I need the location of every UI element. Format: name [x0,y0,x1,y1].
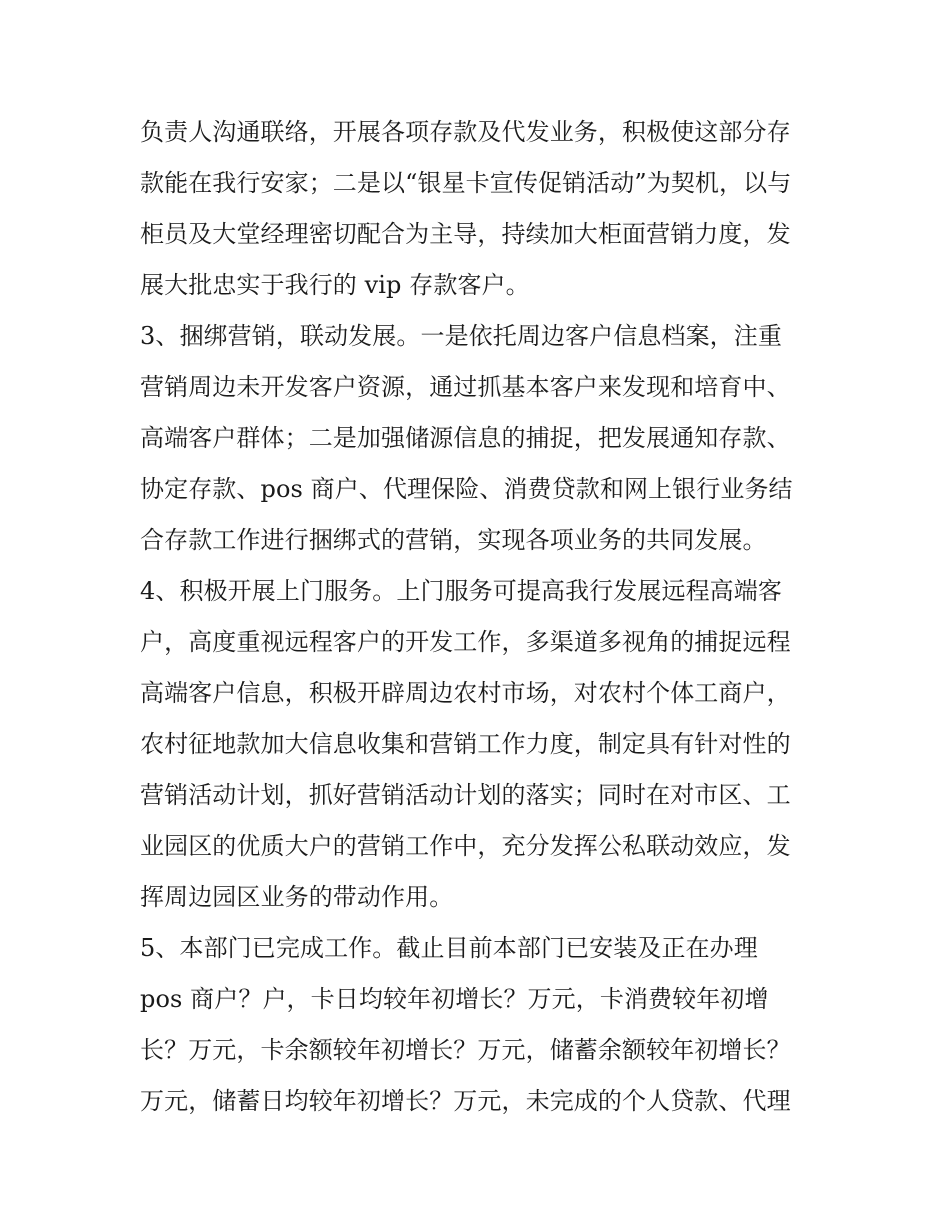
text-line: 柜员及大堂经理密切配合为主导，持续加大柜面营销力度，发 [140,220,791,248]
text-line: 长？万元，卡余额较年初增长？万元，储蓄余额较年初增长？ [140,1036,791,1064]
text-line: 展大批忠实于我行的 vip 存款客户。 [140,271,530,299]
text-line: 农村征地款加大信息收集和营销工作力度，制定具有针对性的 [140,730,791,758]
text-line: 万元，储蓄日均较年初增长？万元，未完成的个人贷款、代理 [140,1087,791,1115]
document-body [140,107,820,1127]
text-line: 款能在我行安家；二是以“银星卡宣传促销活动”为契机，以与 [140,169,792,197]
text-line: 营销活动计划，抓好营销活动计划的落实；同时在对市区、工 [140,781,791,809]
text-line: 高端客户群体；二是加强储源信息的捕捉，把发展通知存款、 [140,424,791,452]
text-line: 3、捆绑营销，联动发展。一是依托周边客户信息档案，注重 [140,322,782,350]
text-line: 高端客户信息，积极开辟周边农村市场，对农村个体工商户， [140,679,791,707]
text-line: 挥周边园区业务的带动作用。 [140,883,454,911]
text-line: 合存款工作进行捆绑式的营销，实现各项业务的共同发展。 [140,526,767,554]
text-line: 4、积极开展上门服务。上门服务可提高我行发展远程高端客 [140,577,782,605]
text-line: 协定存款、pos 商户、代理保险、消费贷款和网上银行业务结 [140,475,793,503]
text-line: 业园区的优质大户的营销工作中，充分发挥公私联动效应，发 [140,832,791,860]
text-line: 负责人沟通联络，开展各项存款及代发业务，积极使这部分存 [140,118,791,146]
text-line: 户，高度重视远程客户的开发工作，多渠道多视角的捕捉远程 [140,628,791,656]
text-line: pos 商户？户，卡日均较年初增长？万元，卡消费较年初增 [140,985,769,1013]
text-line: 5、本部门已完成工作。截止目前本部门已安装及正在办理 [140,934,758,962]
text-line: 营销周边未开发客户资源，通过抓基本客户来发现和培育中、 [140,373,791,401]
